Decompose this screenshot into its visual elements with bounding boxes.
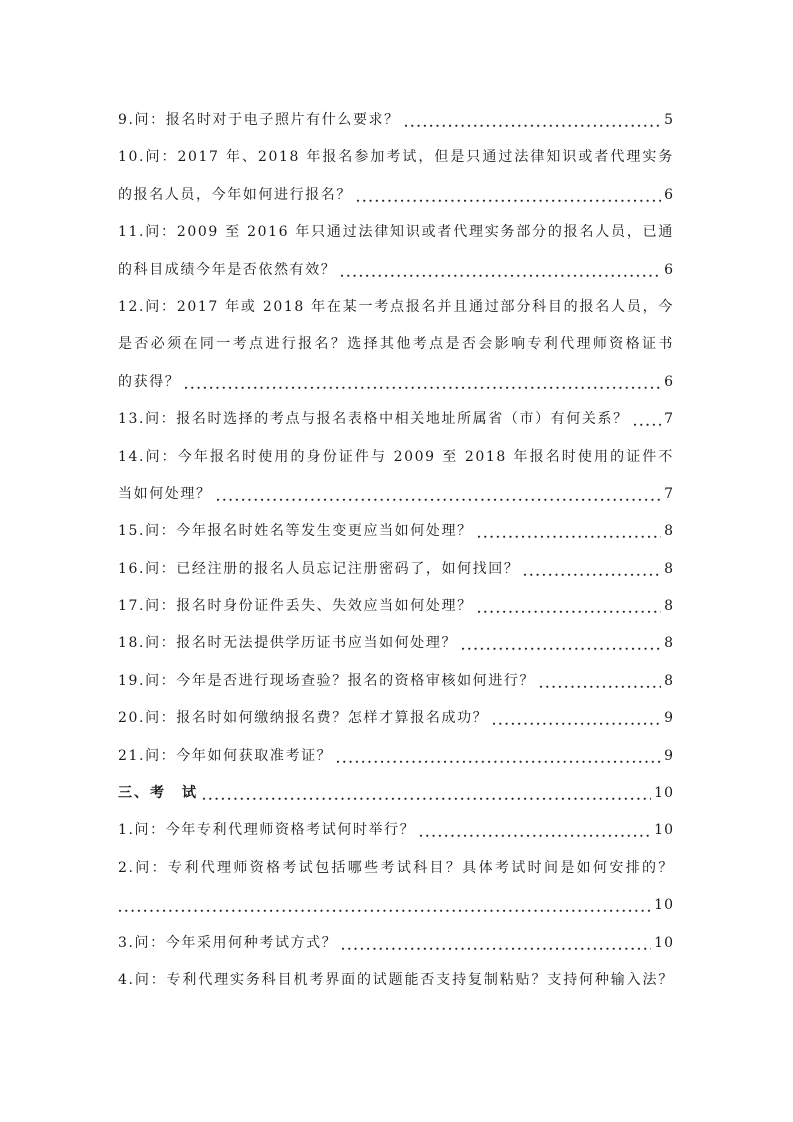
dot-leader <box>202 775 651 812</box>
dot-leader <box>633 401 661 438</box>
entry-text: 15.问：今年报名时姓名等发生变更应当如何处理？ <box>118 523 473 540</box>
toc-entry-exam-q2[interactable] <box>118 850 674 925</box>
toc-entry-q10[interactable] <box>118 139 674 214</box>
entry-text: 9.问：报名时对于电子照片有什么要求？ <box>118 112 400 128</box>
entry-text: 19.问：今年是否进行现场查验？报名的资格审核如何进行？ <box>118 672 536 689</box>
entry-text: 18.问：报名时无法提供学历证书应当如何处理？ <box>118 635 458 652</box>
page-number: 9 <box>664 710 674 727</box>
toc-entry-exam-q1[interactable] <box>118 812 674 849</box>
toc-entry-q19[interactable] <box>118 663 674 700</box>
page-number: 8 <box>664 523 674 540</box>
entry-text: 的报名人员，今年如何进行报名？ <box>118 186 352 203</box>
page-number: 10 <box>654 897 674 914</box>
dot-leader <box>184 364 661 401</box>
toc-entry-q16[interactable] <box>118 551 674 588</box>
toc-entry-q12[interactable] <box>118 289 674 401</box>
dot-leader <box>477 513 661 550</box>
page-number: 8 <box>664 598 674 615</box>
page-number: 9 <box>664 747 674 764</box>
entry-text: 的获得？ <box>118 373 181 390</box>
table-of-contents <box>118 102 674 999</box>
dot-leader <box>118 887 651 924</box>
toc-entry-q13[interactable] <box>118 401 674 438</box>
section-title: 三、考 试 <box>118 785 198 802</box>
toc-entry-q17[interactable] <box>118 588 674 625</box>
entry-text: 12.问：2017 年或 2018 年在某一考点报名并且通过部分科目的报名人员，今 <box>118 298 674 315</box>
dot-leader <box>341 925 651 962</box>
entry-text: 的科目成绩今年是否依然有效？ <box>118 261 337 278</box>
page-number: 6 <box>664 261 674 278</box>
dot-leader <box>336 738 661 775</box>
toc-entry-q20[interactable] <box>118 700 674 737</box>
entry-text: 14.问：今年报名时使用的身份证件与 2009 至 2018 年报名时使用的证件不 <box>118 448 674 465</box>
page-number: 6 <box>664 186 674 203</box>
entry-text: 1.问：今年专利代理师资格考试何时举行？ <box>118 822 416 839</box>
toc-entry-q21[interactable] <box>118 738 674 775</box>
entry-text: 当如何处理？ <box>118 485 212 502</box>
entry-text: 11.问：2009 至 2016 年只通过法律知识或者代理实务部分的报名人员，已通 <box>118 224 674 241</box>
dot-leader <box>216 476 661 513</box>
page-number: 7 <box>664 485 674 502</box>
page-number: 10 <box>654 785 674 802</box>
entry-text: 10.问：2017 年、2018 年报名参加考试，但是只通过法律知识或者代理实务 <box>118 149 674 166</box>
dot-leader <box>477 588 661 625</box>
toc-entry-q14[interactable] <box>118 439 674 514</box>
dot-leader <box>340 252 661 289</box>
page-number: 5 <box>664 112 674 128</box>
page-number: 10 <box>654 934 674 951</box>
entry-text: 17.问：报名时身份证件丢失、失效应当如何处理？ <box>118 598 473 615</box>
toc-entry-q15[interactable] <box>118 513 674 550</box>
entry-text: 2.问：专利代理师资格考试包括哪些考试科目？具体考试时间是如何安排的？ <box>118 859 674 876</box>
toc-entry-exam-q3[interactable] <box>118 925 674 962</box>
toc-entry-exam-q4[interactable] <box>118 962 674 999</box>
page-number: 8 <box>664 672 674 689</box>
toc-entry-q11[interactable] <box>118 214 674 289</box>
dot-leader <box>539 663 661 700</box>
entry-text: 16.问：已经注册的报名人员忘记注册密码了，如何找回？ <box>118 560 520 577</box>
page-number: 8 <box>664 560 674 577</box>
entry-text: 13.问：报名时选择的考点与报名表格中相关地址所属省（市）有何关系？ <box>118 411 629 428</box>
toc-section-exam[interactable] <box>118 775 674 812</box>
dot-leader <box>523 551 661 588</box>
dot-leader <box>419 812 651 849</box>
dot-leader <box>461 625 661 662</box>
dot-leader <box>492 700 661 737</box>
entry-text: 是否必须在同一考点进行报名？选择其他考点是否会影响专利代理师资格证书 <box>118 336 674 353</box>
toc-entry-q9[interactable] <box>118 102 674 139</box>
entry-text: 3.问：今年采用何种考试方式？ <box>118 934 338 951</box>
page-number: 6 <box>664 373 674 390</box>
dot-leader <box>404 102 661 139</box>
dot-leader <box>356 177 661 214</box>
entry-text: 4.问：专利代理实务科目机考界面的试题能否支持复制粘贴？支持何种输入法？ <box>118 971 674 988</box>
page-number: 8 <box>664 635 674 652</box>
entry-text: 21.问：今年如何获取准考证？ <box>118 747 333 764</box>
page-number: 10 <box>654 822 674 839</box>
toc-entry-q18[interactable] <box>118 625 674 662</box>
page-number: 7 <box>664 411 674 428</box>
entry-text: 20.问：报名时如何缴纳报名费？怎样才算报名成功？ <box>118 710 489 727</box>
